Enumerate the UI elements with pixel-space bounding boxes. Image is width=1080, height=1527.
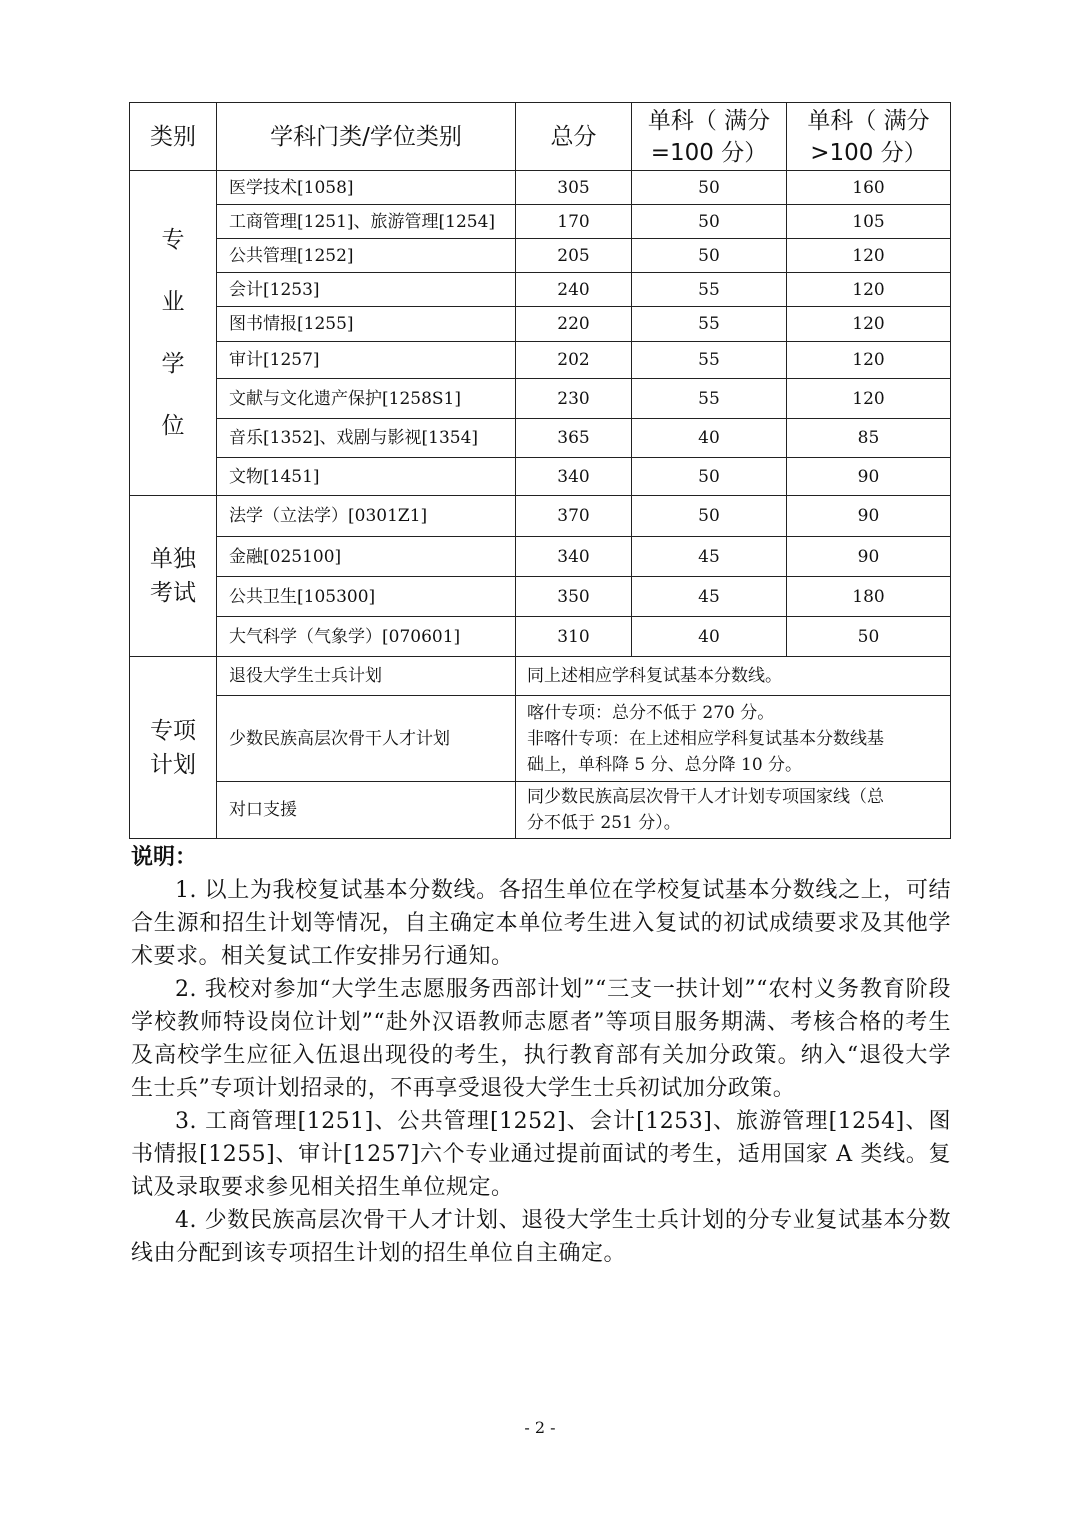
plan-note-cell: 同上述相应学科复试基本分数线。 — [516, 657, 951, 696]
single-over-100-cell: 85 — [787, 419, 951, 458]
single-100-cell: 50 — [632, 171, 787, 205]
single-over-100-cell: 90 — [787, 458, 951, 496]
special-plan-category: 专项 计划 — [130, 657, 217, 839]
subject-cell: 对口支援 — [217, 782, 516, 839]
single-over-100-cell: 160 — [787, 171, 951, 205]
single-over-100-cell: 105 — [787, 205, 951, 239]
table-row — [130, 379, 951, 419]
table-row — [130, 782, 951, 839]
table-body — [130, 103, 951, 839]
single-over-100-cell: 180 — [787, 577, 951, 617]
table-row — [130, 419, 951, 458]
total-score-cell: 240 — [516, 273, 632, 307]
table-row — [130, 458, 951, 496]
table-row — [130, 239, 951, 273]
score-table — [129, 102, 951, 839]
table-row — [130, 205, 951, 239]
total-score-cell: 340 — [516, 458, 632, 496]
single-100-cell: 40 — [632, 617, 787, 657]
header-subject: 学科门类/学位类别 — [217, 103, 516, 171]
total-score-cell: 305 — [516, 171, 632, 205]
total-score-cell: 310 — [516, 617, 632, 657]
single-100-cell: 55 — [632, 273, 787, 307]
subject-cell: 少数民族高层次骨干人才计划 — [217, 696, 516, 782]
single-100-cell: 50 — [632, 239, 787, 273]
single-100-cell: 50 — [632, 205, 787, 239]
separate-exam-category: 单独 考试 — [130, 496, 217, 657]
total-score-cell: 365 — [516, 419, 632, 458]
total-score-cell: 202 — [516, 342, 632, 379]
table-row — [130, 171, 951, 205]
subject-cell: 文物[1451] — [217, 458, 516, 496]
header-single-over-100: 单科（ 满分>100 分） — [787, 103, 951, 171]
note-item-1: 1. 以上为我校复试基本分数线。各招生单位在学校复试基本分数线之上，可结合生源和招生计划等情况，自主确定本单位考生进入复试的初试成绩要求及其他学术要求。相关复试工作安排另行通知。 — [131, 878, 951, 969]
subject-cell: 工商管理[1251]、旅游管理[1254] — [217, 205, 516, 239]
plan-note-cell: 喀什专项：总分不低于 270 分。 非喀什专项：在上述相应学科复试基本分数线基 础上，单科降 5 分、总分降 10 分。 — [516, 696, 951, 782]
single-100-cell: 45 — [632, 577, 787, 617]
single-over-100-cell: 120 — [787, 273, 951, 307]
table-row — [130, 657, 951, 696]
subject-cell: 音乐[1352]、戏剧与影视[1354] — [217, 419, 516, 458]
table-row — [130, 342, 951, 379]
single-over-100-cell: 120 — [787, 239, 951, 273]
single-over-100-cell: 120 — [787, 307, 951, 342]
subject-cell: 医学技术[1058] — [217, 171, 516, 205]
table-row — [130, 537, 951, 577]
table-row — [130, 577, 951, 617]
total-score-cell: 370 — [516, 496, 632, 537]
subject-cell: 法学（立法学）[0301Z1] — [217, 496, 516, 537]
plan-note-cell: 同少数民族高层次骨干人才计划专项国家线（总 分不低于 251 分）。 — [516, 782, 951, 839]
header-row — [130, 103, 951, 171]
table-row — [130, 307, 951, 342]
single-over-100-cell: 90 — [787, 496, 951, 537]
single-100-cell: 50 — [632, 496, 787, 537]
note-item-4: 4. 少数民族高层次骨干人才计划、退役大学生士兵计划的分专业复试基本分数线由分配到该专项招生计划的招生单位自主确定。 — [131, 1208, 951, 1266]
notes-heading: 说明： — [131, 845, 198, 870]
total-score-cell: 340 — [516, 537, 632, 577]
header-category: 类别 — [130, 103, 217, 171]
single-100-cell: 40 — [632, 419, 787, 458]
header-total: 总分 — [516, 103, 632, 171]
single-over-100-cell: 90 — [787, 537, 951, 577]
total-score-cell: 170 — [516, 205, 632, 239]
table-row — [130, 696, 951, 782]
header-single-100: 单科（ 满分=100 分） — [632, 103, 787, 171]
professional-degree-category: 专 业 学 位 — [130, 171, 217, 496]
subject-cell: 文献与文化遗产保护[1258S1] — [217, 379, 516, 419]
single-100-cell: 45 — [632, 537, 787, 577]
total-score-cell: 350 — [516, 577, 632, 617]
single-100-cell: 55 — [632, 379, 787, 419]
total-score-cell: 205 — [516, 239, 632, 273]
subject-cell: 公共卫生[105300] — [217, 577, 516, 617]
single-100-cell: 50 — [632, 458, 787, 496]
note-item-3: 3. 工商管理[1251]、公共管理[1252]、会计[1253]、旅游管理[1254]、图书情报[1255]、审计[1257]六个专业通过提前面试的考生，适用国家 A 类线。复试及录取要求参见相关招生单位规定。 — [131, 1109, 951, 1200]
table-row — [130, 617, 951, 657]
page-number: - 2 - — [524, 1418, 556, 1437]
total-score-cell: 230 — [516, 379, 632, 419]
subject-cell: 大气科学（气象学）[070601] — [217, 617, 516, 657]
subject-cell: 图书情报[1255] — [217, 307, 516, 342]
single-over-100-cell: 120 — [787, 342, 951, 379]
notes-section — [131, 842, 951, 1270]
table-row — [130, 496, 951, 537]
subject-cell: 公共管理[1252] — [217, 239, 516, 273]
subject-cell: 审计[1257] — [217, 342, 516, 379]
single-over-100-cell: 50 — [787, 617, 951, 657]
single-over-100-cell: 120 — [787, 379, 951, 419]
subject-cell: 会计[1253] — [217, 273, 516, 307]
subject-cell: 金融[025100] — [217, 537, 516, 577]
table-row — [130, 273, 951, 307]
subject-cell: 退役大学生士兵计划 — [217, 657, 516, 696]
note-item-2: 2. 我校对参加“大学生志愿服务西部计划”“三支一扶计划”“农村义务教育阶段学校教师特设岗位计划”“赴外汉语教师志愿者”等项目服务期满、考核合格的考生及高校学生应征入伍退出现役的考生，执行教育部有关加分政策。纳入“退役大学生士兵”专项计划招录的，不再享受退役大学生士兵初试加分政策。 — [131, 977, 951, 1101]
total-score-cell: 220 — [516, 307, 632, 342]
single-100-cell: 55 — [632, 307, 787, 342]
single-100-cell: 55 — [632, 342, 787, 379]
